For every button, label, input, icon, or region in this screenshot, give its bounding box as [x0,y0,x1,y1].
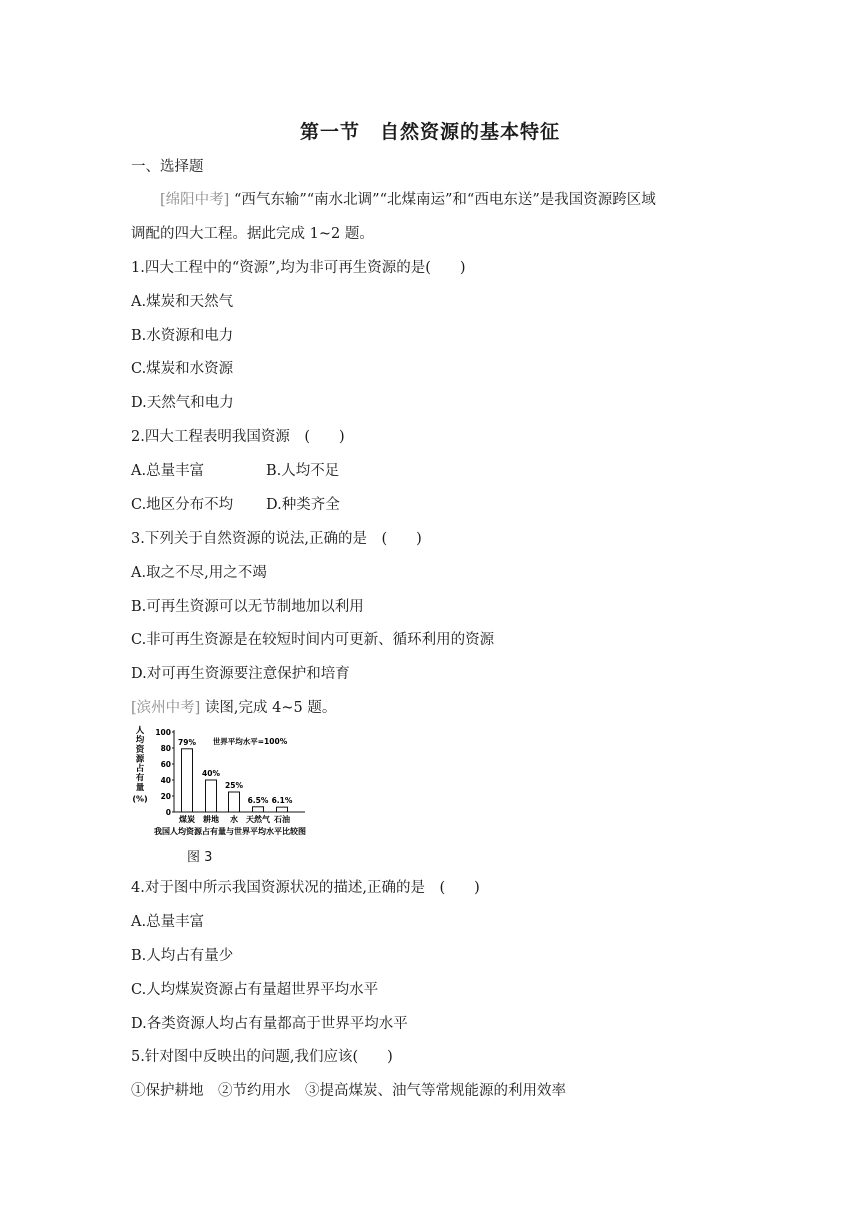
question-1-option-b: B.水资源和电力 [131,328,234,344]
question-2-option-d: D.种类齐全 [266,497,340,513]
question-1-option-a: A.煤炭和天然气 [131,294,234,310]
y-tick-label: 60 [160,760,171,769]
y-tick-label: 0 [165,808,171,817]
y-axis-label-char: 有 [135,773,145,784]
question-1-option-d: D.天然气和电力 [131,395,234,411]
bar-1 [182,749,193,812]
y-axis-label-char: 源 [135,754,145,765]
question-1-stem: 1.四大工程中的“资源”,均为非可再生资源的是( ) [131,260,466,276]
y-axis-label-char: 人 [135,726,145,736]
bar-value-label: 79% [178,737,196,747]
source-tag: [滨州中考] [131,700,201,716]
bar-value-label: 6.1% [271,796,293,806]
x-tick-label: 耕地 [203,815,219,824]
x-tick-label: 水 [230,815,238,824]
figure-caption: 图 3 [187,850,213,865]
y-tick-label: 100 [155,728,171,737]
question-3-option-a: A.取之不尽,用之不竭 [131,565,267,581]
resource-bar-chart [129,724,339,838]
bar-2 [206,780,217,812]
intro-paragraph-2 [131,698,336,718]
bar-value-label: 6.5% [247,795,269,805]
chart-annotation: 世界平均水平=100% [212,737,288,746]
y-axis-label-char: 占 [135,764,145,774]
intro-paragraph-1 [160,190,656,210]
question-4-option-a: A.总量丰富 [131,914,205,930]
intro-text: “西气东输”“南水北调”“北煤南运”和“西电东送”是我国资源跨区域 [233,192,656,208]
y-axis-label-char: 量 [135,783,145,793]
question-2-option-c: C.地区分布不均 [131,497,234,513]
question-3-stem: 3.下列关于自然资源的说法,正确的是 ( ) [131,531,422,547]
question-3-option-d: D.对可再生资源要注意保护和培育 [131,666,350,682]
question-4-option-b: B.人均占有量少 [131,948,234,964]
source-tag: [绵阳中考] [160,192,230,208]
page-title: 第一节 自然资源的基本特征 [299,121,560,143]
x-tick-label: 天然气 [246,815,270,824]
intro-text-continued: 调配的四大工程。据此完成 1~2 题。 [131,226,374,242]
question-4-option-d: D.各类资源人均占有量都高于世界平均水平 [131,1016,408,1032]
intro-text: 读图,完成 4~5 题。 [204,700,337,716]
y-axis-unit: (%) [132,794,148,804]
question-1-option-c: C.煤炭和水资源 [131,361,234,377]
bar-value-label: 40% [202,769,220,778]
y-tick-label: 20 [160,792,171,801]
x-axis-label: 我国人均资源占有量与世界平均水平比较图 [154,827,306,836]
bar-value-label: 25% [225,781,243,790]
section-heading: 一、选择题 [131,159,204,175]
bar-3 [229,792,240,812]
question-2-option-b: B.人均不足 [266,463,340,479]
y-tick-label: 40 [160,776,171,785]
bar-4 [253,807,264,812]
question-4-option-c: C.人均煤炭资源占有量超世界平均水平 [131,982,379,998]
y-axis-label-char: 资 [135,745,145,755]
x-tick-label: 煤炭 [179,815,195,824]
x-tick-label: 石油 [274,815,290,824]
question-2-stem: 2.四大工程表明我国资源 ( ) [131,429,345,445]
y-tick-label: 80 [160,744,171,753]
question-5-items: ①保护耕地 ②节约用水 ③提高煤炭、油气等常规能源的利用效率 [131,1083,566,1099]
question-3-option-b: B.可再生资源可以无节制地加以利用 [131,599,364,615]
question-4-stem: 4.对于图中所示我国资源状况的描述,正确的是 ( ) [131,880,480,896]
question-2-option-a: A.总量丰富 [131,463,205,479]
bar-5 [277,807,288,812]
question-5-stem: 5.针对图中反映出的问题,我们应该( ) [131,1049,393,1065]
question-3-option-c: C.非可再生资源是在较短时间内可更新、循环利用的资源 [131,632,495,648]
y-axis-label-char: 均 [135,735,145,746]
